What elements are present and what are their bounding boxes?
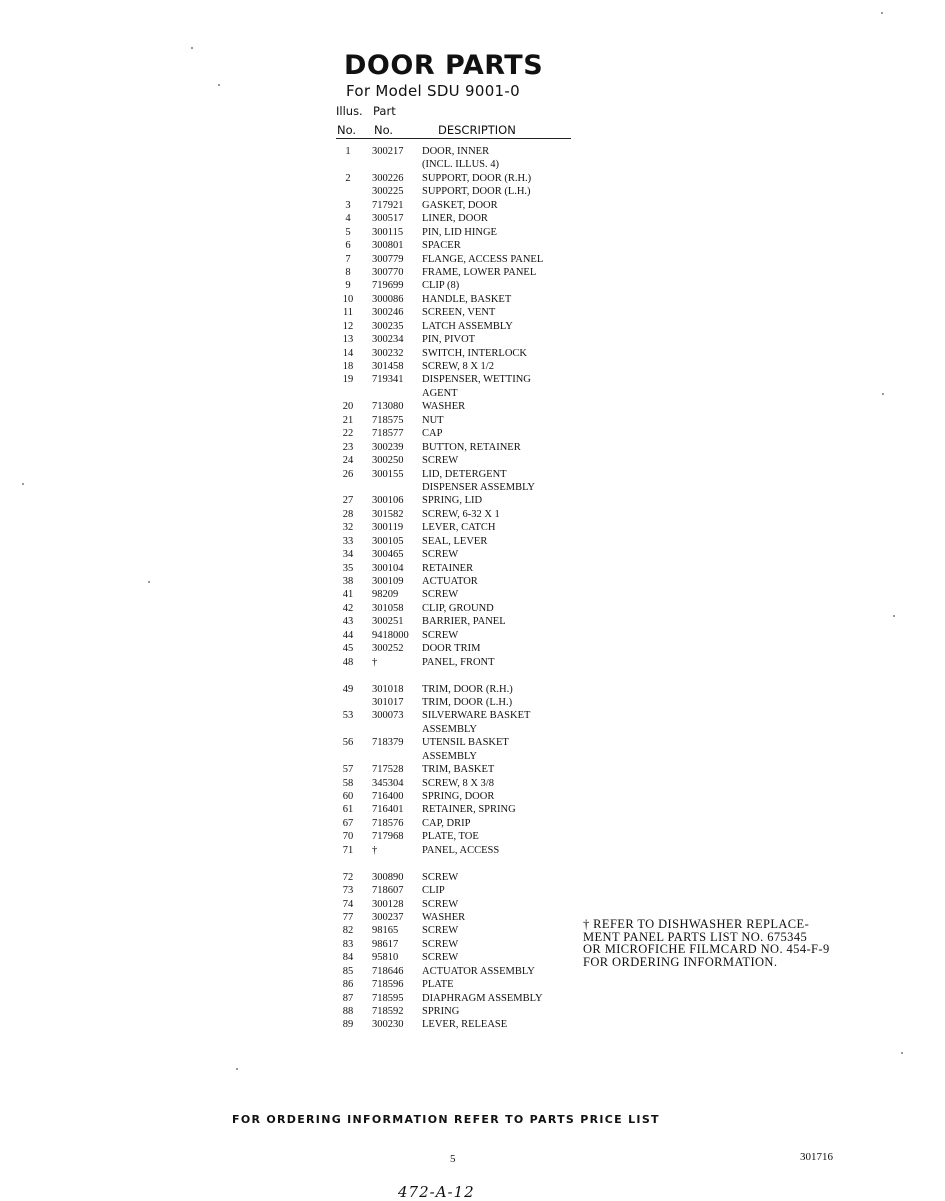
note-line: † REFER TO DISHWASHER REPLACE- [583,917,810,931]
illus-number: 56 [342,737,354,749]
part-number: 300128 [372,898,404,910]
part-description: LID, DETERGENT [422,468,507,480]
part-description: FRAME, LOWER PANEL [422,266,537,278]
part-description: ASSEMBLY [422,750,477,762]
illus-number: 19 [342,374,354,386]
part-description: PANEL, FRONT [422,656,495,668]
part-description: SWITCH, INTERLOCK [422,347,527,359]
scan-speck [22,483,24,485]
part-description: SCREW [422,952,459,964]
parts-row [336,535,586,548]
illus-number: 87 [342,992,354,1004]
illus-number: 74 [342,898,354,910]
part-number: 300105 [372,535,404,547]
parts-row [336,575,586,588]
part-number: 301018 [372,683,404,695]
column-header-description: DESCRIPTION [438,123,516,137]
part-number: 300239 [372,441,404,453]
part-description: SCREEN, VENT [422,307,496,319]
part-number: 300155 [372,468,404,480]
part-number: 300104 [372,562,404,574]
parts-row [336,548,586,561]
parts-row [336,454,586,467]
parts-row [336,965,586,978]
parts-row [336,656,586,683]
parts-row [336,750,586,763]
part-description: BUTTON, RETAINER [422,441,521,453]
part-number: † [372,844,378,856]
illus-number: 6 [345,240,351,252]
illus-number: 83 [342,938,354,950]
ordering-footer: FOR ORDERING INFORMATION REFER TO PARTS PRICE LIST [232,1113,660,1126]
illus-number: 26 [342,468,354,480]
parts-row [336,158,586,171]
page-title: DOOR PARTS [344,50,544,81]
part-number: 300517 [372,213,404,225]
part-number: 716401 [372,804,404,816]
parts-row [336,817,586,830]
note-line: MENT PANEL PARTS LIST NO. 675345 [583,929,808,944]
header-divider [336,138,571,139]
parts-row [336,683,586,696]
illus-number: 70 [342,831,354,843]
parts-row [336,1018,586,1031]
parts-row [336,588,586,601]
illus-number: 71 [342,844,354,856]
parts-row [336,360,586,373]
part-description: SPRING, DOOR [422,791,495,803]
illus-number: 20 [342,401,354,413]
part-description: SCREW, 6-32 X 1 [422,508,500,520]
part-number: 717528 [372,764,404,776]
part-description: SEAL, LEVER [422,535,488,547]
part-number: 300770 [372,266,404,278]
parts-row [336,279,586,292]
part-description: SCREW [422,925,459,937]
illus-number: 5 [345,226,351,238]
illus-number: 48 [342,656,354,668]
part-number: 300779 [372,253,404,265]
illus-number: 82 [342,925,354,937]
document-number: 301716 [800,1151,833,1163]
replacement-panel-note [583,918,873,968]
part-description: DOOR TRIM [422,643,481,655]
part-number: 717921 [372,199,404,211]
part-description: DOOR, INNER [422,146,490,157]
illus-number: 28 [342,508,354,520]
parts-row [336,830,586,843]
scan-speck [148,581,150,583]
part-description: CAP [422,428,443,440]
parts-row [336,629,586,642]
part-description: LEVER, RELEASE [422,1019,508,1031]
part-number: † [372,656,378,668]
part-number: 301458 [372,361,404,372]
part-description: SCREW [422,455,459,467]
part-number: 718646 [372,965,404,977]
parts-row [336,212,586,225]
part-number: 300465 [372,549,404,561]
part-description: FLANGE, ACCESS PANEL [422,253,544,265]
parts-row [336,763,586,776]
parts-row [336,1005,586,1018]
parts-row [336,468,586,481]
illus-number: 86 [342,979,354,991]
illus-number: 53 [342,710,354,722]
part-description: SCREW, 8 X 3/8 [422,777,494,789]
illus-number: 22 [342,428,354,440]
scan-speck [236,1068,238,1070]
parts-row [336,253,586,266]
part-number: 300251 [372,616,404,628]
part-number: 300230 [372,1019,404,1031]
parts-row [336,709,586,722]
parts-row [336,239,586,252]
part-description: SUPPORT, DOOR (L.H.) [422,186,531,198]
parts-row [336,844,586,871]
parts-row [336,320,586,333]
part-number: 300237 [372,911,404,923]
illus-number: 88 [342,1006,354,1018]
part-description: BARRIER, PANEL [422,616,506,628]
part-number: 300235 [372,320,404,332]
illus-number: 72 [342,871,354,883]
part-description: ACTUATOR ASSEMBLY [422,965,535,977]
column-header-part-no: No. [374,123,394,137]
part-description: TRIM, DOOR (L.H.) [422,696,513,708]
illus-number: 34 [342,549,354,561]
illus-number: 43 [342,616,354,628]
parts-row [336,481,586,494]
parts-row [336,642,586,655]
illus-number: 35 [342,562,354,574]
scan-speck [881,12,883,14]
part-number: 9418000 [372,629,409,641]
parts-row [336,938,586,951]
part-description: SCREW [422,549,459,561]
part-description: GASKET, DOOR [422,199,498,211]
column-header-part: Part [373,104,396,118]
parts-row [336,911,586,924]
part-number: 300109 [372,576,404,587]
parts-row [336,992,586,1005]
parts-row [336,508,586,521]
model-subtitle: For Model SDU 9001-0 [346,82,520,100]
part-number: 300890 [372,871,404,883]
parts-row [336,414,586,427]
page-number: 5 [450,1153,456,1165]
part-number: 301058 [372,602,404,614]
part-description: CAP, DRIP [422,817,471,829]
part-description: PANEL, ACCESS [422,844,500,856]
illus-number: 9 [345,280,351,292]
parts-row [336,333,586,346]
part-description: SPRING [422,1006,460,1018]
part-description: WASHER [422,401,466,413]
part-description: (INCL. ILLUS. 4) [422,159,499,171]
part-number: 718607 [372,885,404,897]
illus-number: 18 [342,361,354,372]
part-description: CLIP, GROUND [422,602,494,614]
part-number: 719699 [372,280,404,292]
part-number: 95810 [372,952,399,964]
illus-number: 60 [342,791,354,803]
scan-speck [218,84,220,86]
scan-speck [893,615,895,617]
illus-number: 10 [342,293,354,305]
illus-number: 1 [345,146,351,157]
parts-row [336,266,586,279]
part-number: 718577 [372,428,404,440]
illus-number: 85 [342,965,354,977]
part-number: 98617 [372,938,399,950]
part-number: 300801 [372,240,404,252]
part-number: 301017 [372,696,404,708]
illus-number: 21 [342,414,354,426]
illus-number: 38 [342,576,354,587]
column-header-illus-no: No. [337,123,357,137]
part-number: 719341 [372,374,404,386]
part-number: 300225 [372,186,404,198]
illus-number: 4 [345,213,351,225]
part-description: DISPENSER ASSEMBLY [422,481,536,493]
parts-row [336,696,586,709]
part-description: LATCH ASSEMBLY [422,320,513,332]
part-description: ACTUATOR [422,576,478,587]
illus-number: 24 [342,455,354,467]
part-number: 300250 [372,455,404,467]
parts-row [336,293,586,306]
part-number: 713080 [372,401,404,413]
illus-number: 7 [345,253,351,265]
part-description: SCREW [422,938,459,950]
illus-number: 14 [342,347,354,359]
part-number: 718575 [372,414,404,426]
parts-row [336,978,586,991]
part-number: 300252 [372,643,404,655]
part-description: NUT [422,414,444,426]
part-number: 718595 [372,992,404,1004]
part-description: UTENSIL BASKET [422,737,509,749]
part-description: SCREW [422,629,459,641]
part-number: 300115 [372,226,404,238]
illus-number: 13 [342,334,354,346]
parts-row [336,226,586,239]
illus-number: 11 [342,307,354,319]
illus-number: 12 [342,320,354,332]
parts-list [336,145,586,1032]
part-number: 300073 [372,710,404,722]
handwritten-reference: 472-A-12 [398,1183,475,1201]
column-header-illus: Illus. [336,104,363,118]
part-description: TRIM, DOOR (R.H.) [422,683,513,695]
illus-number: 23 [342,441,354,453]
part-description: SPRING, LID [422,495,483,507]
illus-number: 57 [342,764,354,776]
part-number: 718596 [372,979,404,991]
part-description: PLATE [422,979,454,991]
parts-row [336,898,586,911]
part-description: SCREW, 8 X 1/2 [422,361,494,372]
parts-row [336,602,586,615]
scan-speck [191,47,193,49]
part-number: 300119 [372,522,404,534]
part-number: 717968 [372,831,404,843]
parts-row [336,736,586,749]
part-description: TRIM, BASKET [422,764,495,776]
parts-row [336,347,586,360]
illus-number: 8 [345,266,351,278]
illus-number: 84 [342,952,354,964]
part-number: 716400 [372,791,404,803]
part-number: 345304 [372,777,404,789]
parts-row [336,306,586,319]
part-description: HANDLE, BASKET [422,293,512,305]
parts-row [336,441,586,454]
illus-number: 33 [342,535,354,547]
parts-row [336,562,586,575]
scan-speck [882,393,884,395]
part-description: SCREW [422,898,459,910]
part-description: CLIP [422,885,445,897]
illus-number: 49 [342,683,354,695]
illus-number: 2 [345,172,351,184]
part-number: 300234 [372,334,404,346]
parts-row [336,803,586,816]
parts-row [336,199,586,212]
part-description: WASHER [422,911,466,923]
illus-number: 77 [342,911,354,923]
illus-number: 41 [342,589,354,601]
part-description: LEVER, CATCH [422,522,496,534]
parts-row [336,172,586,185]
part-description: RETAINER, SPRING [422,804,516,816]
part-description: PIN, PIVOT [422,334,476,346]
part-description: DISPENSER, WETTING [422,374,531,386]
parts-row [336,185,586,198]
part-number: 300232 [372,347,404,359]
parts-row [336,790,586,803]
part-description: SPACER [422,240,461,252]
part-description: SILVERWARE BASKET [422,710,531,722]
part-description: SUPPORT, DOOR (R.H.) [422,172,532,184]
part-number: 718592 [372,1006,404,1018]
parts-row [336,494,586,507]
parts-row [336,615,586,628]
parts-row [336,521,586,534]
illus-number: 67 [342,817,354,829]
illus-number: 61 [342,804,354,816]
part-description: SCREW [422,871,459,883]
parts-row [336,373,586,386]
part-description: ASSEMBLY [422,723,477,735]
illus-number: 42 [342,602,354,614]
parts-row [336,400,586,413]
parts-row [336,777,586,790]
illus-number: 45 [342,643,354,655]
part-number: 98209 [372,589,399,601]
part-number: 718379 [372,737,404,749]
part-number: 300226 [372,172,404,184]
parts-row [336,387,586,400]
note-line: FOR ORDERING INFORMATION. [583,954,778,969]
part-description: PIN, LID HINGE [422,226,497,238]
part-number: 301582 [372,508,404,520]
part-description: AGENT [422,387,458,399]
illus-number: 58 [342,777,354,789]
part-description: PLATE, TOE [422,831,479,843]
parts-row [336,871,586,884]
illus-number: 27 [342,495,354,507]
part-number: 300246 [372,307,404,319]
parts-row [336,427,586,440]
part-number: 300086 [372,293,404,305]
illus-number: 44 [342,629,354,641]
part-number: 98165 [372,925,399,937]
part-description: DIAPHRAGM ASSEMBLY [422,992,543,1004]
note-line: OR MICROFICHE FILMCARD NO. 454-F-9 [583,942,830,956]
part-number: 718576 [372,817,404,829]
parts-row [336,884,586,897]
parts-row [336,723,586,736]
parts-row [336,951,586,964]
part-number: 300106 [372,495,404,507]
illus-number: 32 [342,522,354,534]
part-number: 300217 [372,146,404,157]
illus-number: 3 [345,199,351,211]
parts-row [336,145,586,158]
illus-number: 73 [342,885,354,897]
illus-number: 89 [342,1019,354,1031]
part-description: SCREW [422,589,459,601]
scan-speck [901,1052,903,1054]
part-description: RETAINER [422,562,474,574]
part-description: LINER, DOOR [422,213,488,225]
part-description: CLIP (8) [422,280,460,292]
parts-row [336,924,586,937]
